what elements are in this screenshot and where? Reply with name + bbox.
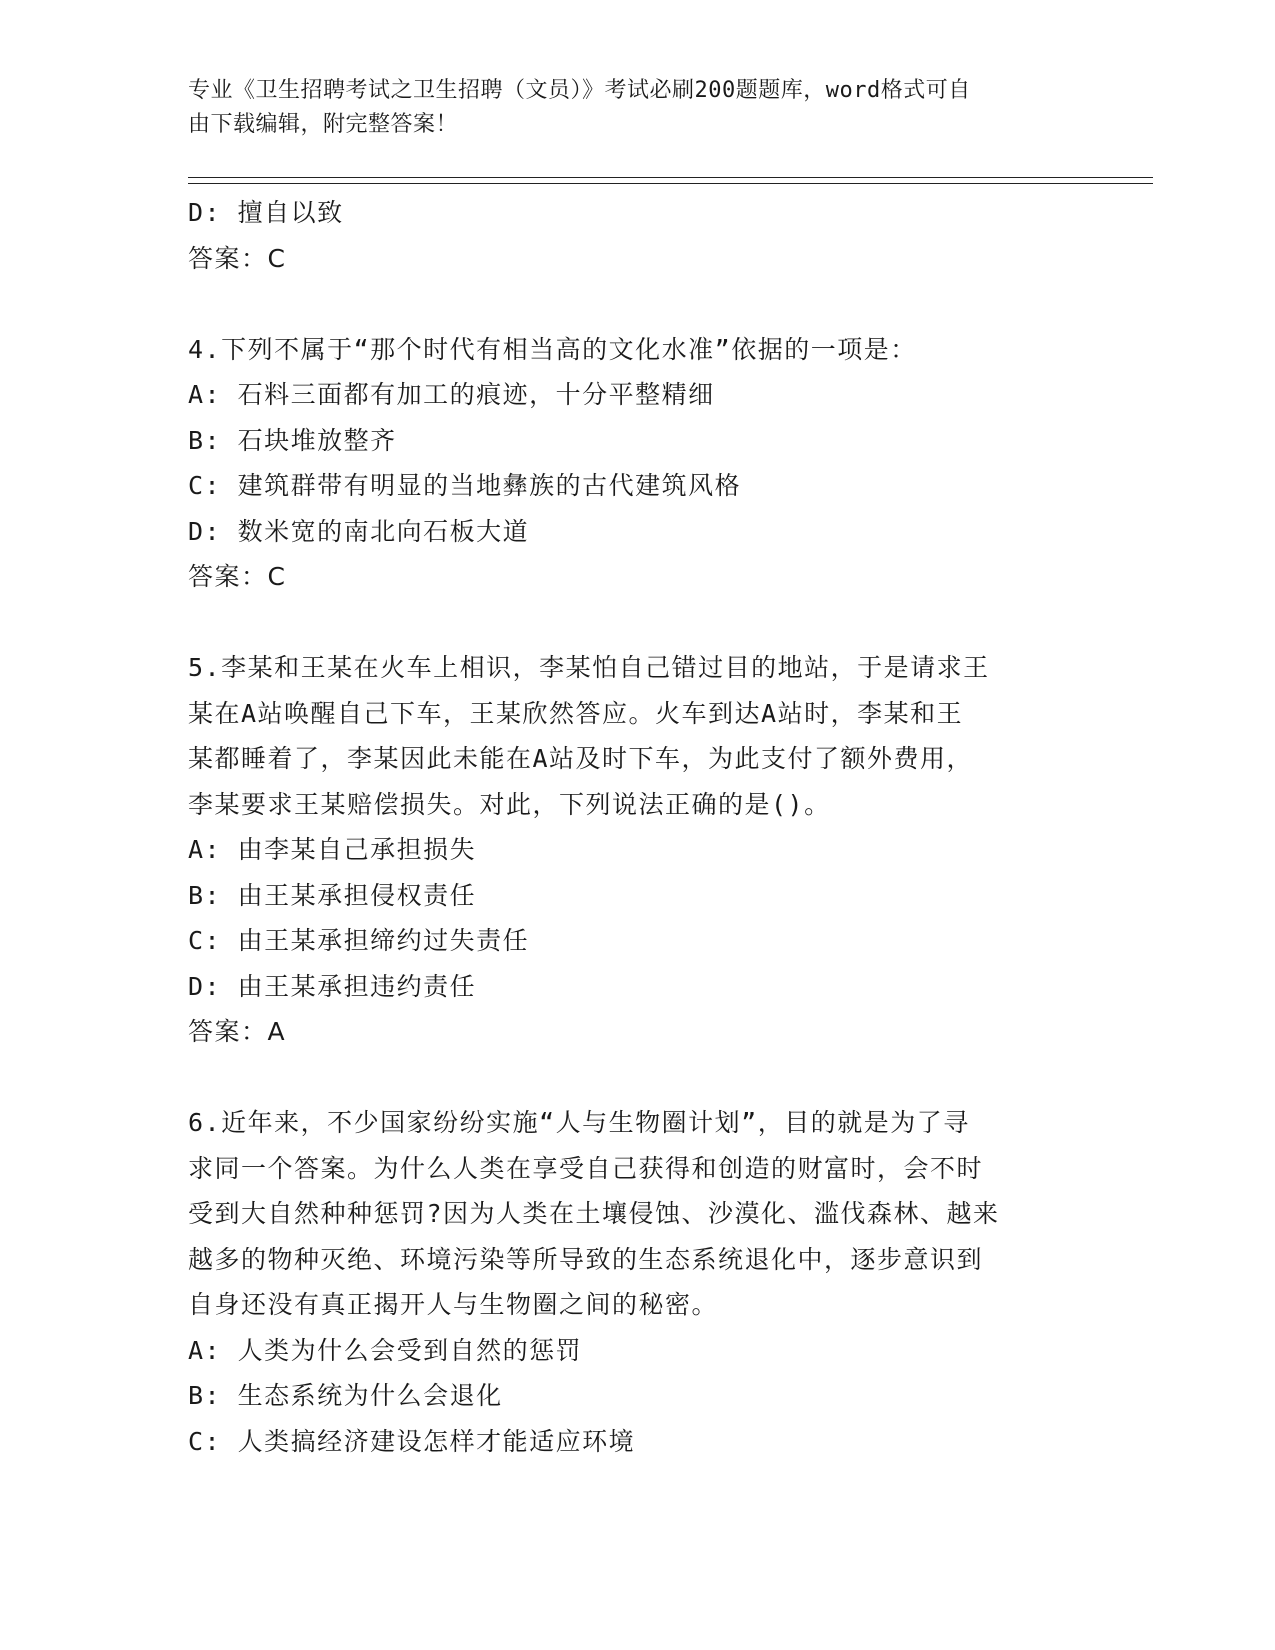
question-stem: 4.下列不属于“那个时代有相当高的文化水准”依据的一项是： <box>188 334 917 364</box>
option-a: A: 人类为什么会受到自然的惩罚 <box>188 1335 583 1365</box>
question-stem-line: 某都睡着了，李某因此未能在A站及时下车，为此支付了额外费用， <box>188 744 974 773</box>
header-rule-bottom <box>188 183 1153 184</box>
question-3-tail <box>188 190 1088 281</box>
option-a: A: 石料三面都有加工的痕迹，十分平整精细 <box>188 380 715 409</box>
option-b: B: 生态系统为什么会退化 <box>188 1381 503 1410</box>
document-header <box>188 74 1068 142</box>
option-b: B: 石块堆放整齐 <box>188 425 397 455</box>
question-stem-line: 李某要求王某赔偿损失。对此，下列说法正确的是()。 <box>188 789 831 819</box>
question-stem-line: 5.李某和王某在火车上相识，李某怕自己错过目的地站，于是请求王 <box>188 653 990 682</box>
question-stem-line: 受到大自然种种惩罚?因为人类在土壤侵蚀、沙漠化、滥伐森林、越来 <box>188 1199 1000 1228</box>
spacer <box>188 1055 1088 1101</box>
question-6 <box>188 1100 1088 1464</box>
question-5 <box>188 645 1088 1055</box>
option-d: D: 由王某承担违约责任 <box>188 971 477 1001</box>
option-c: C: 人类搞经济建设怎样才能适应环境 <box>188 1426 636 1456</box>
question-stem-line: 某在A站唤醒自己下车，王某欣然答应。火车到达A站时，李某和王 <box>188 698 964 728</box>
question-stem-line: 6.近年来，不少国家纷纷实施“人与生物圈计划”，目的就是为了寻 <box>188 1108 970 1137</box>
header-line-2: 由下载编辑，附完整答案！ <box>188 112 459 137</box>
question-list <box>188 190 1088 1464</box>
header-rule-top <box>188 177 1153 178</box>
option-d: D: 数米宽的南北向石板大道 <box>188 516 530 546</box>
option-c: C: 建筑群带有明显的当地彝族的古代建筑风格 <box>188 471 742 500</box>
answer-label: 答案：A <box>188 1017 287 1046</box>
header-line-1: 专业《卫生招聘考试之卫生招聘（文员）》考试必刷200题题库，word格式可自 <box>188 78 971 103</box>
option-a: A: 由李某自己承担损失 <box>188 835 477 864</box>
spacer <box>188 600 1088 646</box>
option-d: D: 擅自以致 <box>188 198 344 227</box>
question-4 <box>188 327 1088 600</box>
spacer <box>188 281 1088 327</box>
option-c: C: 由王某承担缔约过失责任 <box>188 926 530 955</box>
question-stem-line: 自身还没有真正揭开人与生物圈之间的秘密。 <box>188 1290 719 1319</box>
option-b: B: 由王某承担侵权责任 <box>188 880 477 910</box>
question-stem-line: 求同一个答案。为什么人类在享受自己获得和创造的财富时，会不时 <box>188 1153 984 1183</box>
answer-label: 答案：C <box>188 562 287 591</box>
answer-label: 答案：C <box>188 243 287 273</box>
question-stem-line: 越多的物种灭绝、环境污染等所导致的生态系统退化中，逐步意识到 <box>188 1244 984 1274</box>
